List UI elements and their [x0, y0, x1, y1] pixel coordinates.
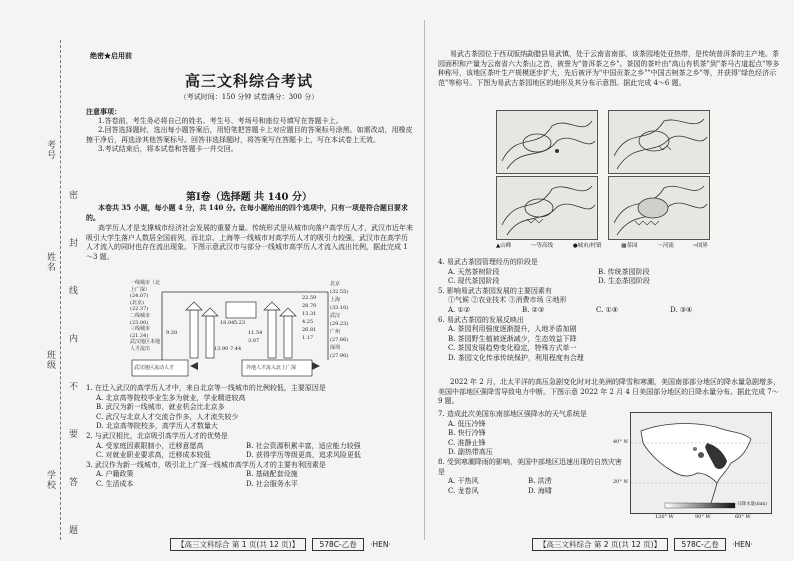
flow-value: 28.70	[302, 303, 317, 309]
name-label: 姓名	[45, 252, 55, 272]
flow-label: 武汉地区本地人才流出	[130, 339, 161, 352]
question-option: B. 武汉为新一线城市，就业机会比北京多	[96, 403, 225, 412]
question-option: D. ③④	[670, 305, 693, 314]
secret-mark: 绝密★启用前	[90, 51, 132, 60]
question-option: A. 受家庭因素限制小，迁移意愿高	[96, 441, 204, 450]
question-option: B. 洪涝	[528, 477, 552, 486]
question-option: B. 基础配套设施	[246, 470, 298, 479]
flow-value: 13.31	[302, 311, 317, 317]
question-option: B. 茶园野生植被逐渐减少，生态效益下降	[448, 334, 577, 343]
passage-3: 2022 年 2 月，北太平洋的高压急剧变化时对北美洲的降雪和寒潮，美国南部部分地区的降水量急剧增多，美国中部地区强降雪导致电力中断。下图示意 2022 年 2 月 4 日美国部分地区的日降水量分布。据此完成 7～9 题。	[438, 378, 780, 406]
question-option: C. 准静止锋	[448, 438, 486, 447]
flow-value: 22.59	[302, 295, 317, 301]
question-option: A. 户籍政策	[96, 470, 134, 479]
terrain-map-graphic	[609, 111, 709, 173]
flow-label: 北京	[330, 281, 341, 287]
flow-values	[302, 294, 316, 342]
question-option: B. 社会资源积累丰富，适应能力较强	[246, 441, 361, 450]
question-option: A. 天然茶树阶段	[448, 267, 500, 276]
question-stem: 2. 与武汉相比，北京吸引高学历人才的优势是	[86, 431, 228, 440]
flow-value: 9.20	[166, 330, 178, 336]
notice-heading: 注意事项：	[86, 107, 121, 116]
question-option: A. 低压冷锋	[448, 419, 486, 428]
flow-label: (北京)	[130, 299, 144, 306]
notice-item: 1.答卷前，考生务必将自己的姓名、考生号、考场号和座位号填写在答题卡上。	[98, 116, 343, 125]
map-lon-label: 90° W	[695, 514, 711, 520]
flow-bottom-right: 外地人才流入北上广深	[246, 365, 297, 371]
question-option: D. 北京高等院校多，高学历人才数量大	[96, 422, 218, 431]
question-option: ①气候 ②农业技术 ③消费市场 ④地形	[448, 296, 567, 305]
seal-line	[60, 40, 61, 540]
footer-code: 578C-乙卷	[312, 538, 363, 551]
question-option: C. 对就业职业要求高，迁移成本较低	[96, 451, 211, 460]
exam-meta: （考试时间：150 分钟 试卷满分：300 分）	[179, 93, 319, 101]
map-legend	[496, 241, 708, 249]
part1-title: 第Ⅰ卷（选择题 共 140 分）	[186, 192, 312, 203]
notice	[86, 107, 414, 155]
question-option: A. 茶园利用强度逐渐提升，人地矛盾加剧	[448, 325, 577, 334]
question-option: C. 现代茶园阶段	[448, 277, 500, 286]
question-stem: 7. 造成此次美国东南部地区强降水的天气系统是	[438, 410, 587, 418]
page-1	[80, 0, 418, 561]
flow-label: (27.90)	[330, 353, 349, 359]
flow-label: 武汉	[330, 313, 341, 319]
legend-contour-icon: 〰等高线	[531, 243, 554, 249]
question-option: B. ②③	[522, 305, 545, 314]
footer-page-label: 【高三文科综合 第 2 页(共 12 页)】	[532, 538, 668, 551]
part1-intro: 本卷共 35 小题，每小题 4 分，共 140 分。在每小题给出的四个选项中，只有一项是符合题目要求的。	[86, 203, 408, 222]
terrain-map-1	[496, 110, 598, 174]
question-stem: 6. 易武古茶园的发展反映出	[438, 315, 524, 324]
flow-value: 3.07	[248, 338, 260, 344]
question-option: D. 生态茶园阶段	[598, 277, 650, 286]
question-option: C. 武汉与北京人才交流合作多，人才流失较少	[96, 412, 239, 421]
flow-left-labels	[130, 280, 164, 353]
question-option: D. 茶园文化传承传统保护，利用程度有合理	[448, 353, 584, 362]
terrain-map-4	[608, 176, 710, 240]
candidate-no-label: 考号	[45, 140, 55, 160]
map-lon-label: 120° W	[655, 514, 674, 520]
legend-label: 茶园	[626, 243, 638, 249]
terrain-map-2	[608, 110, 710, 174]
seal-line-text: 密 封 线 内 不 要 答 题	[67, 190, 77, 553]
flow-label: 一线城市（北上广深）	[130, 280, 161, 293]
flow-label: 广州	[330, 329, 341, 335]
question-option: B. 传统茶园阶段	[598, 267, 650, 276]
page-divider	[424, 20, 425, 540]
passage-2: 易武古茶园位于西双版纳勐腊县易武镇，处于云南省南部，该茶园地处亚热带，是传统普洱茶的主产地。茶园面积和产量为云南省六大茶山之首，被誉为"普洱茶之乡"。茶园的茶叶由"高山有机茶"到"茶马古道起点"等多种称号，该地区茶叶生产规模逐步扩大，先后被评为"中国贡茶之乡""中国古树茶之乡"等，并获得"绿色经济示范"等称号。下图为易武古茶园地区的地形及其分布示意图。据此完成 4～6 题。	[438, 50, 780, 87]
flow-right-labels	[330, 280, 370, 360]
question-option: D. 社会服务水平	[246, 479, 298, 488]
legend-peak-icon: ▲山峰	[496, 243, 512, 249]
question-option: C. 生活成本	[96, 479, 134, 488]
question-stem: 3. 武汉作为新一线城市，吸引北上广深一线城市高学历人才的主要有利因素是	[86, 460, 326, 469]
question-stem: 1. 在迁入武汉的高学历人才中，来自北京等一线城市的比例较低，主要原因是	[86, 384, 326, 392]
question-stem: 5. 影响易武古茶园发展的主要因素有	[438, 286, 552, 295]
footer-code: 578C-乙卷	[674, 538, 725, 551]
legend-tea-icon: ▦茶园	[621, 243, 638, 249]
flow-value: 13.90	[214, 346, 229, 352]
map-lon-label: 60° W	[735, 514, 751, 520]
question-option: B. 快行冷锋	[448, 429, 486, 438]
flow-value: 5.23	[234, 320, 246, 326]
flow-label: (32.55)	[330, 289, 349, 295]
flow-value: 7.44	[230, 346, 242, 352]
map-lat-label: 40° N	[613, 439, 628, 445]
question-option: C. 茶园发展趋势变化稳定，特殊方式单一	[448, 344, 577, 353]
us-map-graphic	[631, 413, 771, 513]
flow-label: (27.86)	[330, 337, 349, 343]
flow-label: 上海	[330, 297, 341, 303]
page-2	[432, 0, 784, 561]
flow-label: 三线城市	[130, 326, 151, 333]
flow-bottom-left: 武汉地区流动人才	[134, 365, 175, 371]
question-option: D. 获得学历等级更高，追求风险更低	[246, 451, 361, 460]
flow-label: (24.07)	[130, 293, 149, 300]
terrain-map-3	[496, 176, 598, 240]
flow-label: (21.34)	[130, 332, 149, 339]
footer-page-label: 【高三文科综合 第 1 页(共 12 页)】	[170, 538, 306, 551]
legend-label: 国界	[696, 243, 708, 249]
question-option: A. ①②	[448, 305, 471, 314]
school-label: 学校	[45, 470, 55, 490]
passage-1: 高学历人才是支撑城市经济社会发展的重要力量。传统形式是从城市向落户高学历人才，武汉市近年来吸引大学生落户人数居全国前列，而北京、上海等一线城市对高学历人才的吸引力较强，武汉市在高学历人才流入的同时也存在流出现象。下图示意武汉市与部分一线城市高学历人才流入流出比例，据此完成 1～3 题。	[86, 224, 413, 261]
flow-label: (22.37)	[130, 306, 149, 313]
legend-border-icon: ┅国界	[693, 243, 708, 249]
question-option: A. 干热风	[448, 477, 479, 486]
legend-label: 等高线	[536, 243, 554, 249]
questions-7-8	[438, 410, 628, 496]
questions-4-6	[438, 258, 780, 364]
terrain-map-graphic	[609, 177, 709, 239]
footer-page-2	[532, 538, 753, 551]
question-option: D. 副热带高压	[448, 448, 493, 457]
flow-label: (29.23)	[330, 321, 349, 327]
question-option: D. 海啸	[528, 486, 552, 495]
question-stem: 8. 受到寒潮降雨的影响，美国中部地区迅速出现的自然灾害是	[438, 457, 622, 476]
legend-label: 山峰	[500, 243, 512, 249]
map-scale-label: 日降水量(mm)	[737, 502, 768, 507]
notice-item: 2.回答选择题时，选出每小题答案后，用铅笔把答题卡上对应题目的答案标号涂黑。如需改动，用橡皮擦干净后，再选涂其他答案标号。回答非选择题时，将答案写在答题卡上，写在本试卷上无效。	[86, 126, 413, 144]
map-lat-label: 20° N	[613, 479, 628, 485]
flow-label: (23.00)	[130, 319, 149, 326]
flow-value: 18.04	[220, 320, 235, 326]
flow-value: 1.17	[302, 335, 314, 341]
legend-label: 城市/村镇	[577, 243, 602, 249]
terrain-map-graphic	[497, 111, 597, 173]
flow-label: 深圳	[330, 345, 341, 351]
footer-tag: ·HEN·	[370, 540, 391, 549]
footer-tag: ·HEN·	[732, 540, 753, 549]
footer-page-1	[170, 538, 391, 551]
flow-value: 4.25	[302, 319, 314, 325]
us-precipitation-map	[613, 412, 772, 520]
exam-title: 高三文科综合考试	[184, 72, 313, 90]
question-option: A. 北京高等院校毕业生多为就业，学业精进较高	[96, 393, 246, 402]
terrain-map-graphic	[497, 177, 597, 239]
question-option: C. ①④	[596, 305, 619, 314]
legend-river-icon: ～河流	[657, 243, 674, 249]
flow-value: 26.81	[302, 327, 317, 333]
question-stem: 4. 易武古茶园管理经历的阶段是	[438, 258, 538, 266]
legend-label: 河流	[662, 243, 674, 249]
flow-label: (33.10)	[330, 305, 349, 311]
talent-flow-chart	[130, 280, 370, 378]
notice-item: 3.考试结束后，将本试卷和答题卡一并交回。	[98, 145, 238, 154]
class-label: 班级	[45, 350, 55, 370]
question-option: C. 龙卷风	[448, 486, 479, 495]
legend-town-icon: ●城市/村镇	[572, 243, 602, 249]
flow-value: 11.54	[248, 330, 263, 336]
flow-label: 二线城市	[130, 312, 151, 319]
questions-1-3	[86, 384, 416, 490]
